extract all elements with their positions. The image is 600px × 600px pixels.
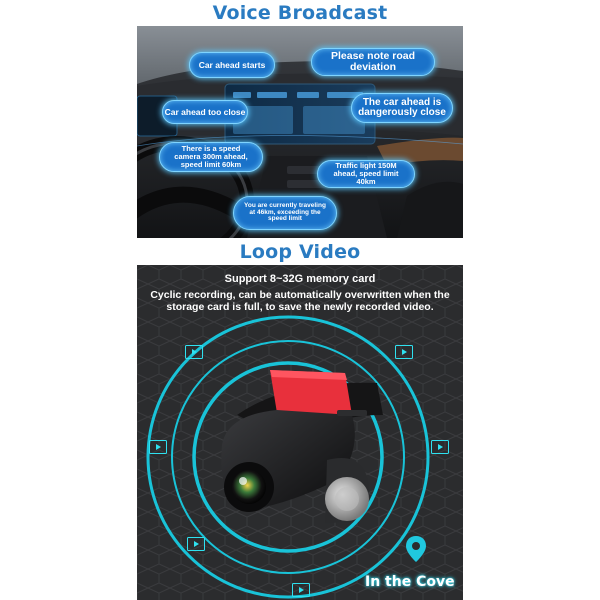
bubble-car-ahead-starts: Car ahead starts (189, 52, 275, 78)
bubble-dangerously-close: The car ahead is dangerously close (351, 93, 453, 123)
voice-broadcast-panel (137, 26, 463, 238)
loop-video-panel (137, 265, 463, 600)
bubble-current-speed: You are currently traveling at 46km, exceeding the speed limit (233, 196, 337, 230)
bubble-traffic-light: Traffic light 150M ahead, speed limit 40km (317, 160, 415, 188)
video-file-icon (185, 345, 203, 359)
loop-video-title: Loop Video (239, 241, 361, 263)
cyclic-recording-description: Cyclic recording, can be automatically overwritten when the storage card is full, to save the newly recorded video. (150, 289, 450, 314)
video-file-icon (431, 440, 449, 454)
video-file-icon (292, 583, 310, 597)
bubble-speed-camera: There is a speed camera 300m ahead, speed limit 60km (159, 142, 263, 172)
video-file-icon (187, 537, 205, 551)
location-pin-icon (405, 535, 427, 563)
memory-card-support-text: Support 8~32G memory card (224, 273, 376, 285)
bubble-note-road-deviation: Please note road deviation (311, 48, 435, 76)
watermark-text: In the Cove (365, 574, 455, 590)
video-file-icon (395, 345, 413, 359)
voice-broadcast-title: Voice Broadcast (212, 2, 388, 24)
video-file-icon (149, 440, 167, 454)
bubble-car-ahead-too-close: Car ahead too close (162, 100, 248, 124)
